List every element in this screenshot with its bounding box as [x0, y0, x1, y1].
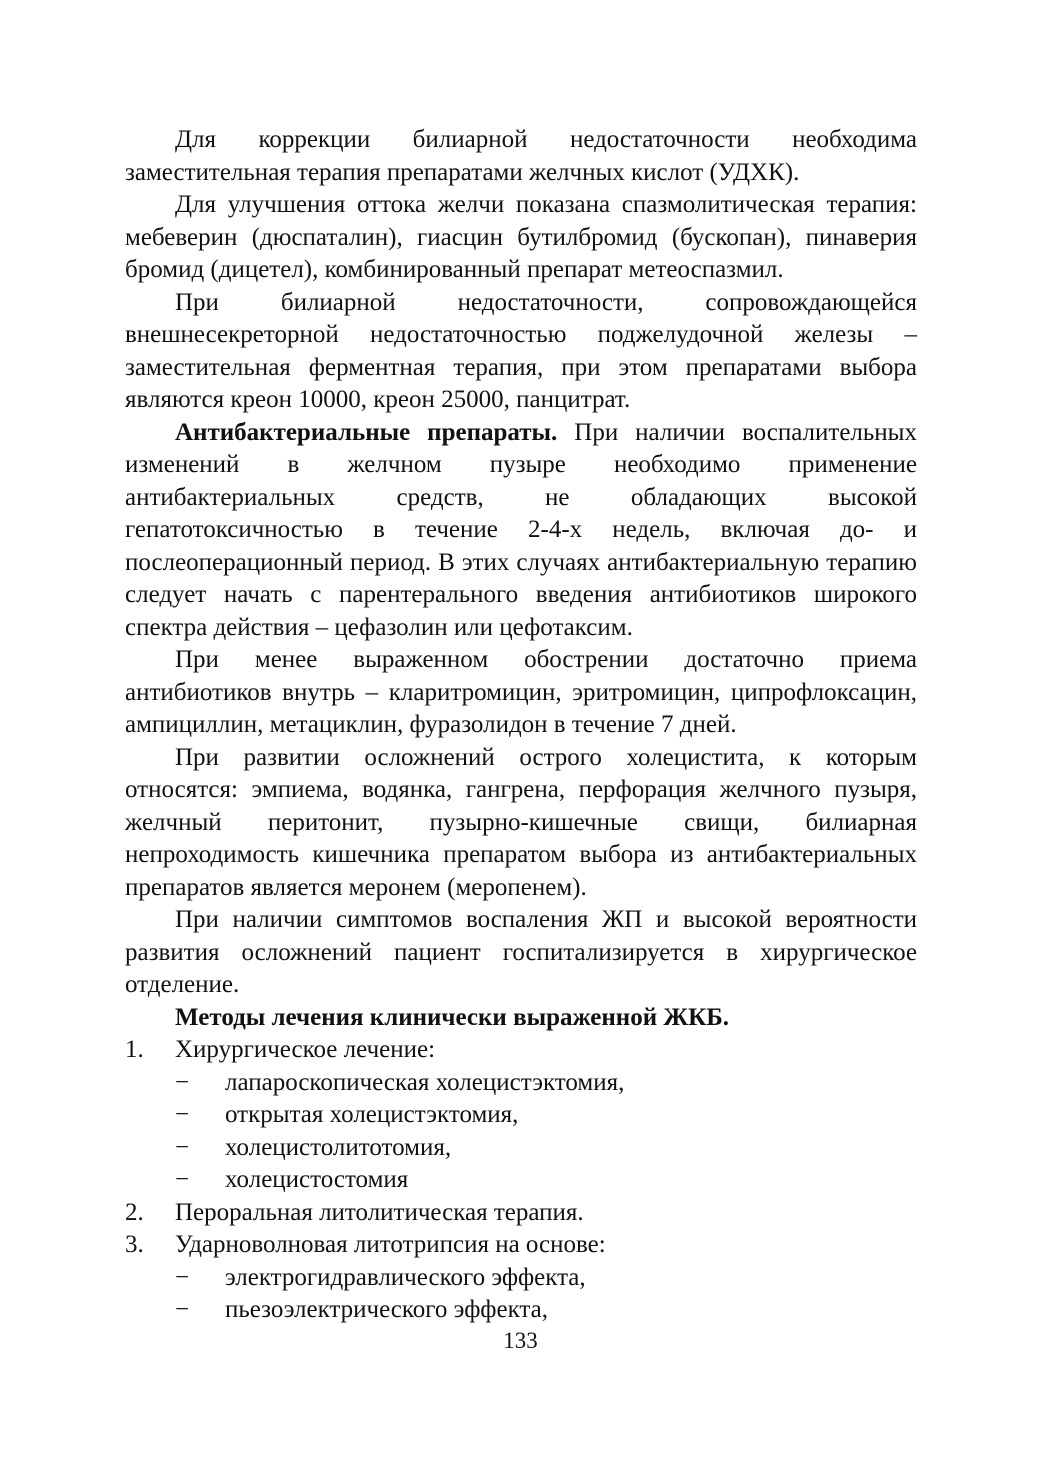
list-item-text: Хирургическое лечение: — [175, 1036, 436, 1063]
sub-list-item-text: холецистостомия — [225, 1166, 409, 1193]
sub-list-item — [125, 1099, 917, 1132]
dash-marker: − — [175, 1068, 190, 1096]
paragraph-spasmolytics: Для улучшения оттока желчи показана спазмолитическая терапия: мебеверин (дюспаталин), гиасцин бутилбромид (бускопан), пинаверия бромид (дицетел), комбинированный препарат метеоспазмил. — [125, 191, 917, 283]
antibacterial-text: При наличии воспалительных изменений в желчном пузыре необходимо применение антибактериальных средств, не обладающих высокой гепатотоксичностью в течение 2-4-х недель, включая до- и послеоперационный период. В этих случаях антибактериальную терапию следует начать с парентерального введения антибиотиков широкого спектра действия – цефазолин или цефотаксим. — [125, 418, 917, 641]
sub-list-item-text: лапароскопическая холецистэктомия, — [225, 1068, 625, 1096]
dash-marker: − — [175, 1263, 190, 1291]
paragraph-enzyme-therapy: При билиарной недостаточности, сопровождающейся внешнесекреторной недостаточностью поджелудочной железы – заместительная ферментная терапия, при этом препаратами выбора являются креон 10000, креон 25000, панцитрат. — [125, 288, 917, 413]
sub-list-item-text: холецистолитотомия, — [225, 1133, 452, 1161]
sub-list-item-text: пьезоэлектрического эффекта, — [225, 1296, 548, 1323]
sub-list-item-text: открытая холецистэктомия, — [225, 1101, 519, 1128]
dash-marker: − — [175, 1133, 190, 1161]
sub-list-item — [125, 1164, 917, 1197]
list-number: 1. — [125, 1036, 144, 1063]
paragraph-hospitalization: При наличии симптомов воспаления ЖП и высокой вероятности развития осложнений пациент госпитализируется в хирургическое отделение. — [125, 906, 917, 998]
methods-heading: Методы лечения клинически выраженной ЖКБ. — [175, 1003, 729, 1031]
list-item — [125, 1229, 917, 1262]
list-item — [125, 1197, 917, 1230]
sub-list-item — [125, 1132, 917, 1165]
paragraph-oral-antibiotics: При менее выраженном обострении достаточно приема антибиотиков внутрь – кларитромицин, эритромицин, ципрофлоксацин, ампициллин, метациклин, фуразолидон в течение 7 дней. — [125, 646, 917, 738]
list-item-text: Пероральная литолитическая терапия. — [175, 1198, 584, 1226]
list-item-text: Ударноволновая литотрипсия на основе: — [175, 1231, 606, 1258]
page-body — [125, 124, 917, 1327]
list-number: 2. — [125, 1198, 144, 1226]
page-number: 133 — [503, 1328, 538, 1353]
dash-marker: − — [175, 1296, 190, 1323]
list-number: 3. — [125, 1231, 144, 1258]
sub-list-item-text: электрогидравлического эффекта, — [225, 1263, 586, 1291]
paragraph-bile-acids: Для коррекции билиарной недостаточности необходима заместительная терапия препаратами желчных кислот (УДХК). — [125, 126, 917, 186]
list-item — [125, 1034, 917, 1067]
dash-marker: − — [175, 1101, 190, 1128]
sub-list-item — [125, 1294, 917, 1327]
dash-marker: − — [175, 1166, 190, 1193]
sub-list-item — [125, 1262, 917, 1295]
paragraph-complications: При развитии осложнений острого холецистита, к которым относятся: эмпиема, водянка, гангрена, перфорация желчного пузыря, желчный перитонит, пузырно-кишечные свищи, билиарная непроходимость кишечника препаратом выбора из антибактериальных препаратов является меронем (меропенем). — [125, 743, 917, 901]
sub-list-item — [125, 1067, 917, 1100]
paragraph-antibacterial — [125, 417, 917, 645]
antibacterial-label: Антибактериальные препараты. — [175, 418, 558, 446]
